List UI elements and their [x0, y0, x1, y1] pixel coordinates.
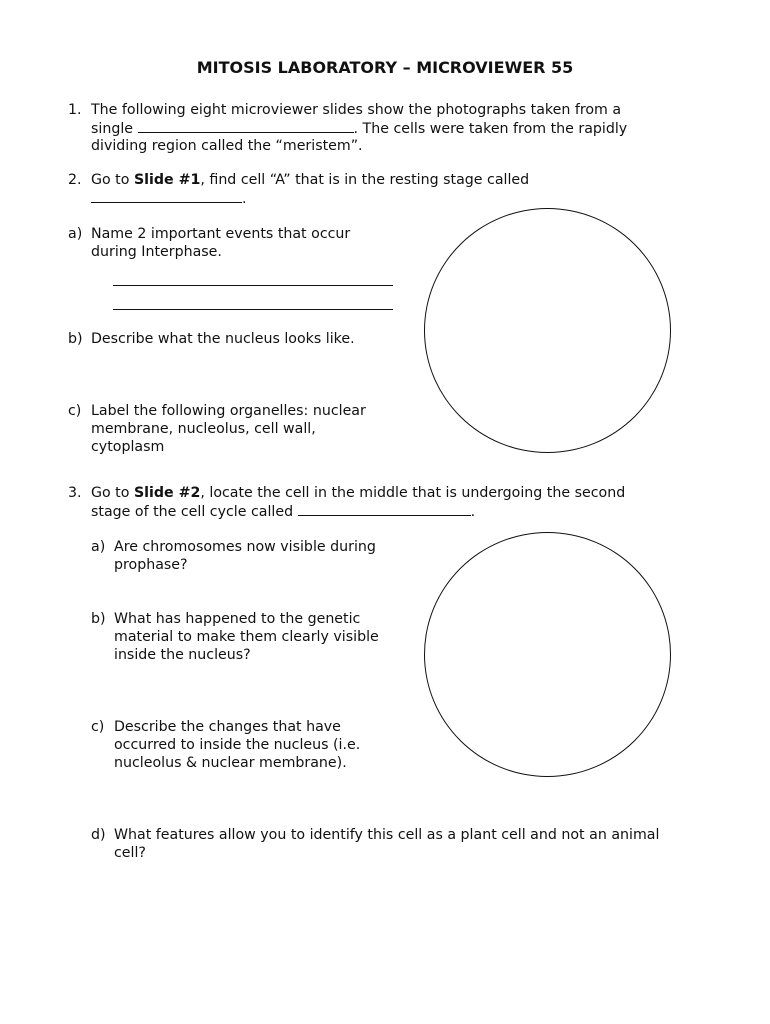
- question-3-line-2: [91, 502, 475, 521]
- question-2-number: 2.: [68, 172, 82, 188]
- question-3-period: .: [470, 504, 476, 520]
- question-3a-line-2: prophase?: [114, 557, 188, 573]
- question-3d-label: d): [91, 827, 106, 843]
- question-1-line-1: The following eight microviewer slides show the photographs taken from a: [91, 102, 622, 118]
- interphase-event-answer-line-1[interactable]: [113, 285, 393, 286]
- question-1-line-3: dividing region called the “meristem”.: [91, 138, 363, 154]
- question-1-line-2-end: . The cells were taken from the rapidly: [353, 121, 628, 137]
- question-2-suffix: , find cell “A” that is in the resting stage called: [200, 172, 530, 188]
- question-3b-label: b): [91, 611, 106, 627]
- question-3c-line-3: nucleolus & nuclear membrane).: [114, 755, 347, 771]
- question-3a-label: a): [91, 539, 106, 555]
- question-2a-line-1: Name 2 important events that occur: [91, 226, 351, 242]
- question-2b-line-1: Describe what the nucleus looks like.: [91, 331, 355, 347]
- question-3-number: 3.: [68, 485, 82, 501]
- slide-1-drawing-circle[interactable]: [424, 208, 671, 453]
- question-3-prefix: Go to: [91, 485, 134, 501]
- question-2a-line-2: during Interphase.: [91, 244, 222, 260]
- question-2c-label: c): [68, 403, 82, 419]
- slide-2-drawing-circle[interactable]: [424, 532, 671, 777]
- question-3d-line-2: cell?: [114, 845, 146, 861]
- question-2c-line-1: Label the following organelles: nuclear: [91, 403, 366, 419]
- question-2c-line-2: membrane, nucleolus, cell wall,: [91, 421, 316, 437]
- question-2-period: .: [242, 191, 247, 207]
- slide-2-label: Slide #2: [133, 485, 201, 501]
- specimen-answer-blank[interactable]: [138, 119, 354, 133]
- question-3-line-1: [91, 484, 625, 502]
- question-1-line-2-start: single: [91, 121, 134, 137]
- question-2-prefix: Go to: [91, 172, 134, 188]
- interphase-event-answer-line-2[interactable]: [113, 309, 393, 310]
- question-2-line-2: [91, 189, 247, 208]
- question-2-line-1: [91, 171, 529, 189]
- question-2c-line-3: cytoplasm: [91, 439, 165, 455]
- question-2a-label: a): [68, 226, 83, 242]
- question-2b-label: b): [68, 331, 83, 347]
- question-3b-line-3: inside the nucleus?: [114, 647, 251, 663]
- second-stage-answer-blank[interactable]: [298, 502, 471, 516]
- resting-stage-answer-blank[interactable]: [91, 189, 242, 203]
- question-3c-label: c): [91, 719, 105, 735]
- question-3c-line-2: occurred to inside the nucleus (i.e.: [114, 737, 361, 753]
- question-3c-line-1: Describe the changes that have: [114, 719, 341, 735]
- question-3-line-2-start: stage of the cell cycle called: [91, 504, 294, 520]
- page-title: MITOSIS LABORATORY – MICROVIEWER 55: [196, 58, 574, 77]
- question-3b-line-1: What has happened to the genetic: [114, 611, 361, 627]
- question-3d-line-1: What features allow you to identify this cell as a plant cell and not an animal: [114, 827, 660, 843]
- question-3a-line-1: Are chromosomes now visible during: [114, 539, 376, 555]
- question-1-line-2: [91, 119, 627, 138]
- question-3-suffix: , locate the cell in the middle that is undergoing the second: [200, 485, 626, 501]
- question-3b-line-2: material to make them clearly visible: [114, 629, 379, 645]
- slide-1-label: Slide #1: [133, 172, 201, 188]
- question-1-number: 1.: [68, 102, 82, 118]
